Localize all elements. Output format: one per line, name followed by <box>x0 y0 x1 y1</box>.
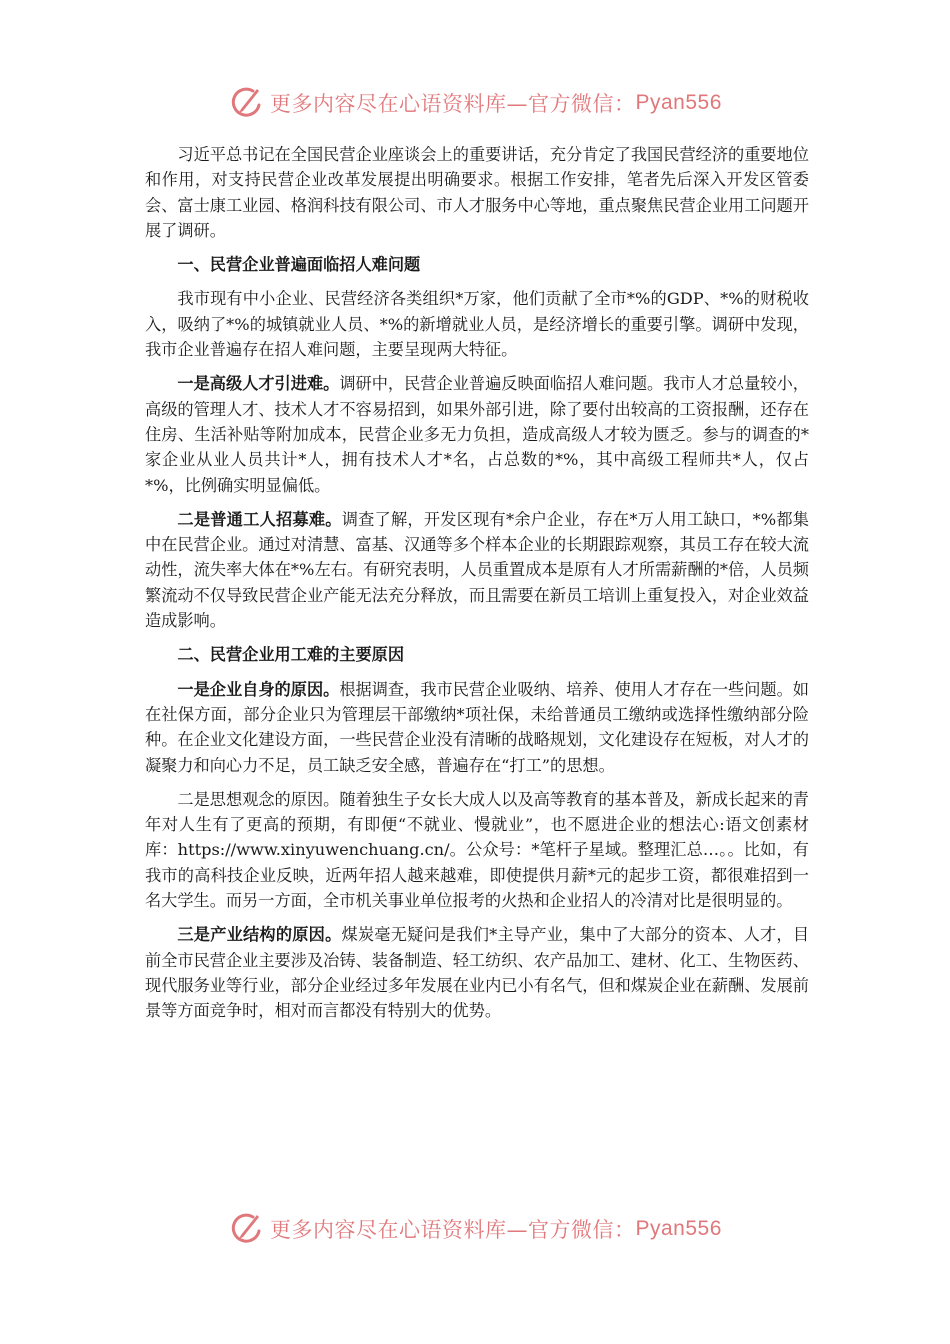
paragraph: 二是普通工人招募难。调查了解，开发区现有*余户企业，存在*万人用工缺口，*%都集中在民营企业。通过对清慧、富基、汉通等多个样本企业的长期跟踪观察，其员工存在较大流动性，流失率大体在*%左右。有研究表明，人员重置成本是原有人才所需薪酬的*倍，人员频繁流动不仅导致民营企业产能无法充分释放，而且需要在新员工培训上重复投入，对企业效益造成影响。 <box>145 509 809 631</box>
pen-circle-icon <box>228 85 264 121</box>
paragraph-lead: 二是普通工人招募难。 <box>177 509 342 529</box>
header-banner <box>228 83 722 123</box>
section-heading-2: 二、民营企业用工难的主要原因 <box>177 645 405 665</box>
banner-wechat-id: Pyan556 <box>635 1217 722 1240</box>
paragraph: 一是企业自身的原因。根据调查，我市民营企业吸纳、培养、使用人才存在一些问题。如在社保方面，部分企业只为管理层干部缴纳*项社保，未给普通员工缴纳或选择性缴纳部分险种。在企业文化建设方面，一些民营企业没有清晰的战略规划，文化建设存在短板，对人才的凝聚力和向心力不足，员工缺乏安全感，普遍存在“打工”的思想。 <box>145 679 809 775</box>
article-body <box>145 142 809 1033</box>
pen-circle-icon <box>228 1211 264 1247</box>
footer-banner <box>228 1209 722 1249</box>
intro-paragraph: 习近平总书记在全国民营企业座谈会上的重要讲话，充分肯定了我国民营经济的重要地位和作用，对支持民营企业改革发展提出明确要求。根据工作安排，笔者先后深入开发区管委会、富士康工业园、格润科技有限公司、市人才服务中心等地，重点聚焦民营企业用工问题开展了调研。 <box>145 145 809 240</box>
banner-text: 更多内容尽在心语资料库—官方微信： <box>270 1218 636 1242</box>
paragraph: 一是高级人才引进难。调研中，民营企业普遍反映面临招人难问题。我市人才总量较小，高级的管理人才、技术人才不容易招到，如果外部引进，除了要付出较高的工资报酬，还存在住房、生活补贴等附加成本，民营企业多无力负担，造成高级人才较为匮乏。参与的调查的*家企业从业人员共计*人，拥有技术人才*名，占总数的*%，其中高级工程师共*人，仅占*%，比例确实明显偏低。 <box>145 374 809 495</box>
banner-wechat-id: Pyan556 <box>635 91 722 114</box>
section-heading-1: 一、民营企业普遍面临招人难问题 <box>177 255 421 275</box>
paragraph: 二是思想观念的原因。随着独生子女长大成人以及高等教育的基本普及，新成长起来的青年对人生有了更高的预期，有即便“不就业、慢就业”，也不愿进企业的想法心:语文创素材库：https://www.xinyuwenchuang.cn/。公众号：*笔杆子星域。整理汇总…。。比如，有我市的高科技企业反映，近两年招人越来越难，即使提供月薪*元的起步工资，都很难招到一名大学生。而另一方面，全市机关事业单位报考的火热和企业招人的冷清对比是很明显的。 <box>145 789 809 911</box>
banner-text: 更多内容尽在心语资料库—官方微信： <box>270 92 636 116</box>
paragraph-lead: 一是高级人才引进难。 <box>177 374 340 394</box>
paragraph-lead: 三是产业结构的原因。 <box>177 925 342 945</box>
paragraph-lead: 一是企业自身的原因。 <box>177 679 340 699</box>
paragraph: 三是产业结构的原因。煤炭毫无疑问是我们*主导产业，集中了大部分的资本、人才，目前全市民营企业主要涉及冶铸、装备制造、轻工纺织、农产品加工、建材、化工、生物医药、现代服务业等行业，部分企业经过多年发展在业内已小有名气，但和煤炭企业在薪酬、发展前景等方面竞争时，相对而言都没有特别大的优势。 <box>145 925 810 1021</box>
paragraph: 我市现有中小企业、民营经济各类组织*万家，他们贡献了全市*%的GDP、*%的财税收入，吸纳了*%的城镇就业人员、*%的新增就业人员，是经济增长的重要引擎。调研中发现，我市企业普遍存在招人难问题，主要呈现两大特征。 <box>145 289 809 360</box>
